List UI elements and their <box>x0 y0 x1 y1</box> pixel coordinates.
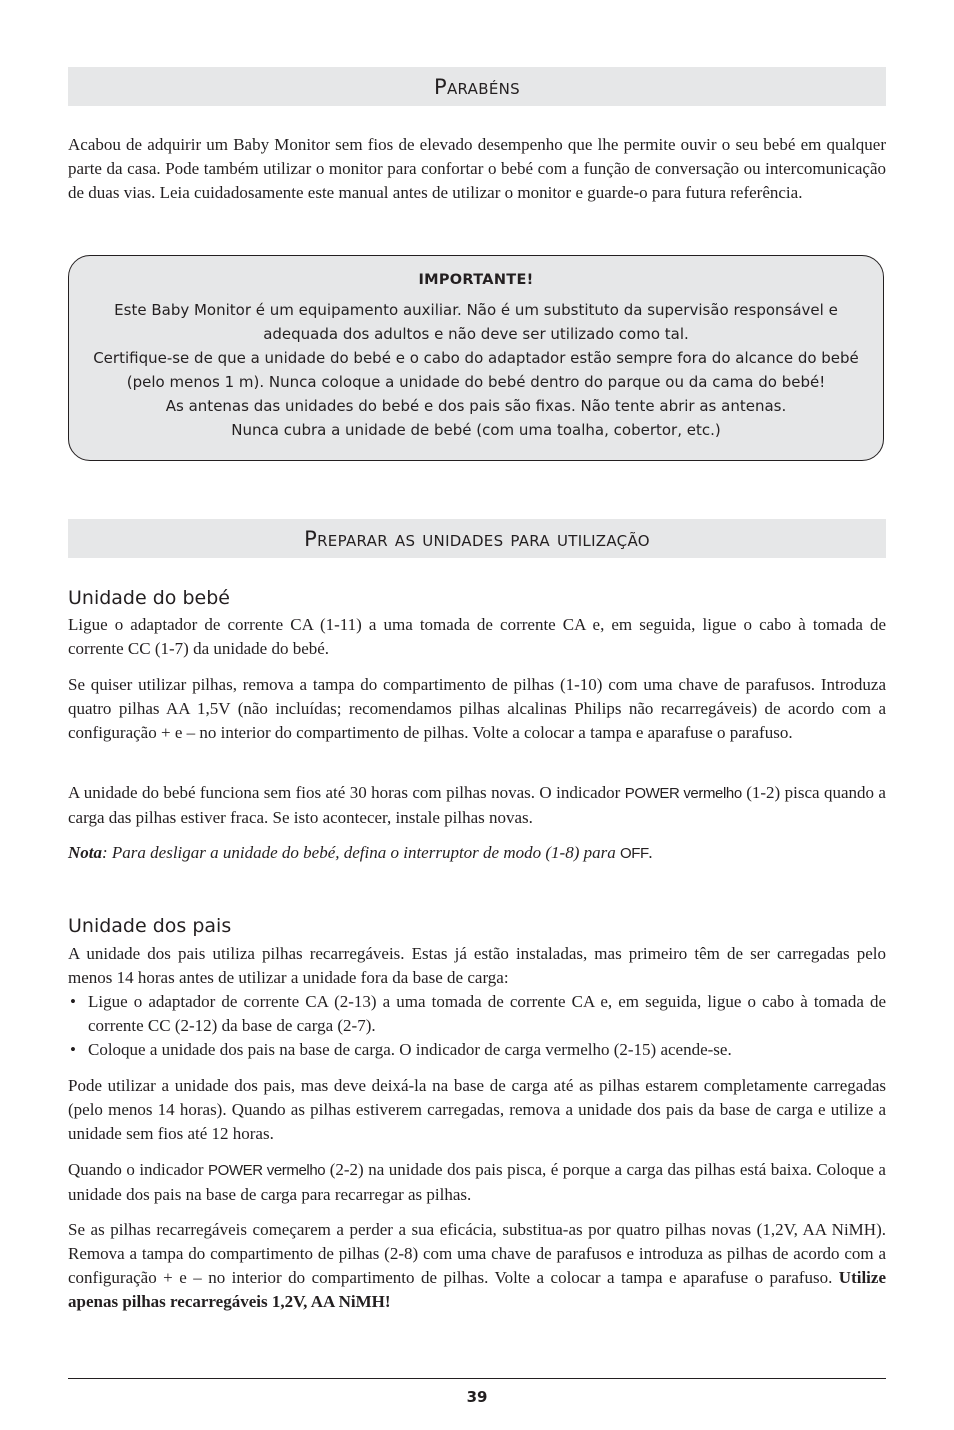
note-text: : Para desligar a unidade do bebé, defina o interruptor de modo (1-8) para <box>102 843 620 862</box>
bullet-text: Ligue o adaptador de corrente CA (2-13) a uma tomada de corrente CA e, em seguida, ligue o cabo à tomada de corrente CC (2-12) da base de carga (2-7). <box>88 992 886 1035</box>
important-line: adequada dos adultos e não deve ser utilizado como tal. <box>263 325 689 343</box>
baby-unit-note <box>68 841 886 866</box>
baby-unit-paragraph-3 <box>68 781 886 830</box>
list-item: • Coloque a unidade dos pais na base de carga. O indicador de carga vermelho (2-15) acende-se. <box>70 1040 732 1059</box>
parent-unit-paragraph-3 <box>68 1158 886 1207</box>
parent-unit-paragraph-1: A unidade dos pais utiliza pilhas recarregáveis. Estas já estão instaladas, mas primeiro têm de ser carregadas pelo menos 14 horas antes de utilizar a unidade fora da base de carga: <box>68 944 886 987</box>
section-header-prepare <box>68 519 886 558</box>
parent-unit-p4-warning: Utilize apenas pilhas recarregáveis 1,2V, AA NiMH! <box>68 1268 886 1311</box>
important-title: IMPORTANTE! <box>418 272 534 288</box>
parent-unit-paragraph-2: Pode utilizar a unidade dos pais, mas deve deixá-la na base de carga até as pilhas estarem completamente carregadas (pelo menos 14 horas). Quando as pilhas estiverem carregadas, remova a unidade dos pais da base de carga e utilize a unidade sem fios até 12 horas. <box>68 1076 886 1143</box>
congrats-paragraph: Acabou de adquirir um Baby Monitor sem fios de elevado desempenho que lhe permite ouvir o seu bebé em qualquer parte da casa. Pode também utilizar o monitor para confortar o bebé com a função de conversação ou intercomunicação de duas vias. Leia cuidadosamente este manual antes de utilizar o monitor e guarde-o para futura referência. <box>68 135 886 202</box>
important-line: Certifique-se de que a unidade do bebé e o cabo do adaptador estão sempre fora do alcance do bebé <box>93 349 859 367</box>
important-line: (pelo menos 1 m). Nunca coloque a unidade do bebé dentro do parque ou da cama do bebé! <box>126 373 826 391</box>
parent-unit-p3-text: (2-2) na unidade dos pais pisca, é porque a carga das pilhas está baixa. Coloque a unidade dos pais na base de carga para recarregar as pilhas. <box>68 1160 886 1204</box>
baby-unit-paragraph-2: Se quiser utilizar pilhas, remova a tampa do compartimento de pilhas (1-10) com uma chave de parafusos. Introduza quatro pilhas AA 1,5V (não incluídas; recomendamos pilhas alcalinas Philips não recarregáveis) de acordo com a configuração + e – no interior do compartimento de pilhas. Volte a colocar a tampa e aparafuse o parafuso. <box>68 675 886 742</box>
important-notice-box <box>68 255 884 461</box>
page-number: 39 <box>466 1388 488 1406</box>
parent-unit-bullet-list <box>68 990 886 1062</box>
off-label: OFF <box>619 845 649 862</box>
power-indicator-label: POWER vermelho <box>624 785 742 802</box>
baby-unit-p3-text: (1-2) pisca quando a carga das pilhas estiver fraca. Se isto acontecer, instale pilhas novas. <box>68 783 886 827</box>
important-line: Nunca cubra a unidade de bebé (com uma toalha, cobertor, etc.) <box>231 421 721 439</box>
baby-unit-heading: Unidade do bebé <box>68 587 230 609</box>
parent-unit-p4-text: Se as pilhas recarregáveis começarem a perder a sua eficácia, substitua-as por quatro pilhas novas (1,2V, AA NiMH). Remova a tampa do compartimento de pilhas (2-8) com uma chave de parafusos e introduza as pilhas de acordo com a configuração + e – no interior do compartimento de pilhas. Volte a colocar a tampa e aparafuse o parafuso. <box>68 1220 886 1287</box>
baby-unit-paragraph-1: Ligue o adaptador de corrente CA (1-11) a uma tomada de corrente CA e, em seguida, ligue o cabo à tomada de corrente CC (1-7) da unidade do bebé. <box>68 615 886 658</box>
parent-unit-paragraph-4 <box>68 1218 886 1314</box>
power-indicator-label: POWER vermelho <box>208 1162 326 1179</box>
important-line: Este Baby Monitor é um equipamento auxiliar. Não é um substituto da supervisão responsável e <box>114 301 838 319</box>
parent-unit-p3-text: Quando o indicador <box>68 1160 209 1179</box>
note-end: . <box>648 843 654 862</box>
bullet-text: Coloque a unidade dos pais na base de carga. O indicador de carga vermelho (2-15) acende-se. <box>88 1040 732 1059</box>
important-line: As antenas das unidades do bebé e dos pais são fixas. Não tente abrir as antenas. <box>165 397 787 415</box>
section-title-congrats: Parabéns <box>434 74 520 99</box>
list-item: • Ligue o adaptador de corrente CA (2-13) a uma tomada de corrente CA e, em seguida, ligue o cabo à tomada de corrente CC (2-12) da base de carga (2-7). <box>70 992 886 1035</box>
section-title-prepare: Preparar as unidades para utilização <box>304 526 650 551</box>
parent-unit-heading: Unidade dos pais <box>68 915 232 937</box>
baby-unit-p3-text: A unidade do bebé funciona sem fios até 30 horas com pilhas novas. O indicador <box>68 783 625 802</box>
footer-divider <box>68 1378 886 1379</box>
section-header-congrats <box>68 67 886 106</box>
note-label: Nota <box>68 843 102 862</box>
